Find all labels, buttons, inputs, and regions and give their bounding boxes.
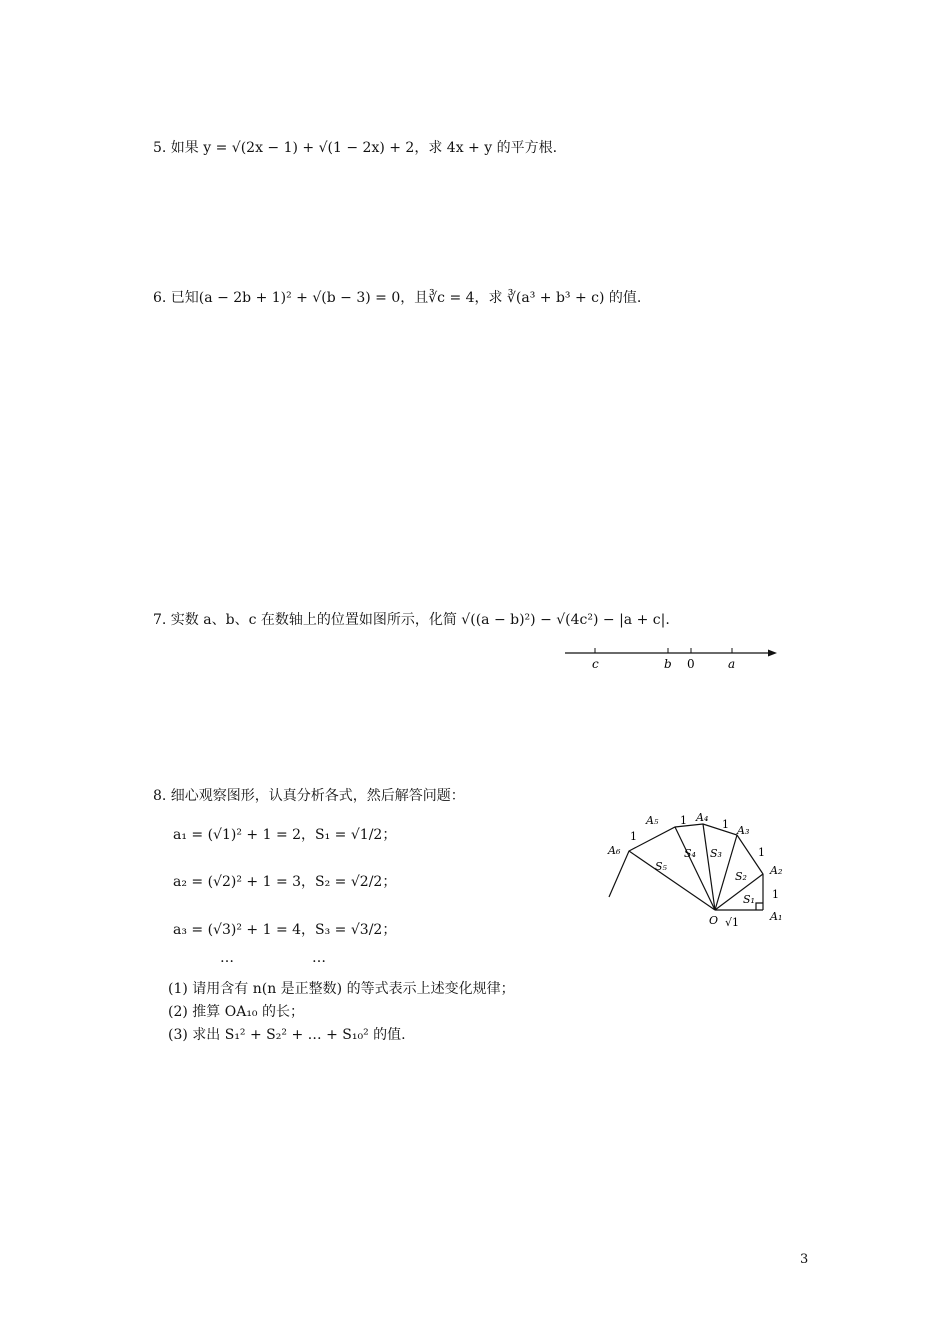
- subquestion-1: (1) 请用含有 n(n 是正整数) 的等式表示上述变化规律；: [168, 981, 515, 997]
- subquestion-2: (2) 推算 OA₁₀ 的长；: [168, 1004, 304, 1020]
- subquestion-3: (3) 求出 S₁² + S₂² + … + S₁₀² 的值.: [168, 1027, 406, 1043]
- number-line: [565, 645, 785, 675]
- edge-label-A5A4: 1: [680, 814, 687, 827]
- point-A4: A₄: [696, 811, 709, 824]
- point-A3: A₃: [737, 824, 750, 837]
- area-S3: S₃: [710, 847, 722, 860]
- ellipsis-1: …: [220, 950, 234, 966]
- point-O: O: [709, 914, 719, 927]
- spiral-figure: [600, 812, 800, 932]
- area-S2: S₂: [735, 870, 747, 883]
- label-b: b: [664, 657, 672, 671]
- label-0: 0: [687, 657, 695, 671]
- edge-label-A2A1: 1: [772, 888, 779, 901]
- edge-label-A6A5: 1: [630, 830, 637, 843]
- formula-a3: a₃ = (√3)² + 1 = 4，S₃ = √3/2；: [173, 922, 397, 938]
- area-S1: S₁: [743, 893, 755, 906]
- point-A2: A₂: [770, 864, 783, 877]
- area-S5: S₅: [655, 860, 667, 873]
- area-S4: S₄: [684, 847, 696, 860]
- page-number: 3: [800, 1252, 809, 1267]
- point-A5: A₅: [646, 814, 659, 827]
- formula-a1: a₁ = (√1)² + 1 = 2，S₁ = √1/2；: [173, 827, 397, 843]
- question-5: 5. 如果 y = √(2x − 1) + √(1 − 2x) + 2，求 4x + y 的平方根.: [153, 140, 558, 156]
- point-A6: A₆: [608, 844, 621, 857]
- label-a: a: [728, 657, 736, 671]
- question-7: 7. 实数 a、b、c 在数轴上的位置如图所示，化简 √((a − b)²) − √(4c²) − |a + c|.: [153, 612, 670, 628]
- ellipsis-2: …: [312, 950, 326, 966]
- edge-label-A3A2: 1: [758, 846, 765, 859]
- edge-label-A4A3: 1: [722, 818, 729, 831]
- formula-a2: a₂ = (√2)² + 1 = 3，S₂ = √2/2；: [173, 874, 397, 890]
- label-c: c: [592, 657, 599, 671]
- edge-label-OA1: √1: [725, 916, 740, 929]
- point-A1: A₁: [770, 910, 783, 923]
- question-8: 8. 细心观察图形，认真分析各式，然后解答问题：: [153, 788, 465, 804]
- question-6: 6. 已知(a − 2b + 1)² + √(b − 3) = 0，且∛c = 4，求 ∛(a³ + b³ + c) 的值.: [153, 290, 642, 306]
